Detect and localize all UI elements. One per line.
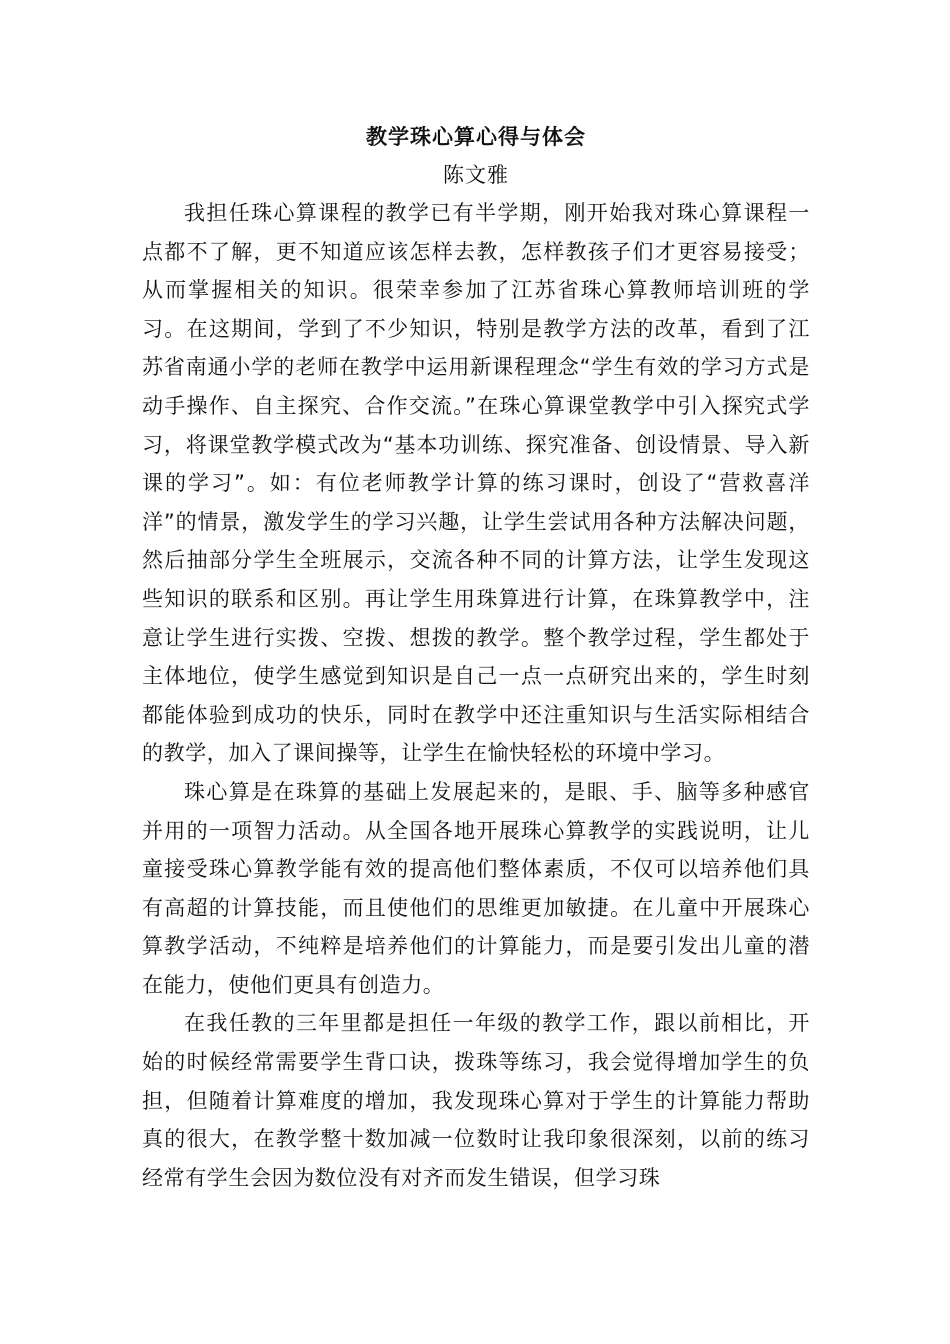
document-author: 陈文雅 xyxy=(443,163,509,187)
document-body xyxy=(142,118,810,1197)
paragraph-3: 在我任教的三年里都是担任一年级的教学工作，跟以前相比，开始的时候经常需要学生背口诀，拨珠等练习，我会觉得增加学生的负担，但随着计算难度的增加，我发现珠心算对于学生的计算能力帮助真的很大，在教学整十数加减一位数时让我印象很深刻，以前的练习经常有学生会因为数位没有对齐而发生错误，但学习珠 xyxy=(142,1011,810,1190)
document-title: 教学珠心算心得与体会 xyxy=(366,125,586,149)
paragraph-2: 珠心算是在珠算的基础上发展起来的，是眼、手、脑等多种感官并用的一项智力活动。从全国各地开展珠心算教学的实践说明，让儿童接受珠心算教学能有效的提高他们整体素质，不仅可以培养他们具有高超的计算技能，而且使他们的思维更加敏捷。在儿童中开展珠心算教学活动，不纯粹是培养他们的计算能力，而是要引发出儿童的潜在能力，使他们更具有创造力。 xyxy=(142,779,810,997)
paragraph-1: 我担任珠心算课程的教学已有半学期，刚开始我对珠心算课程一点都不了解，更不知道应该怎样去教，怎样教孩子们才更容易接受；从而掌握相关的知识。很荣幸参加了江苏省珠心算教师培训班的学习。在这期间，学到了不少知识，特别是教学方法的改革，看到了江苏省南通小学的老师在教学中运用新课程理念“学生有效的学习方式是动手操作、自主探究、合作交流。”在珠心算课堂教学中引入探究式学习，将课堂教学模式改为“基本功训练、探究准备、创设情景、导入新课的学习”。如：有位老师教学计算的练习课时，创设了“营救喜洋洋”的情景，激发学生的学习兴趣，让学生尝试用各种方法解决问题，然后抽部分学生全班展示，交流各种不同的计算方法，让学生发现这些知识的联系和区别。再让学生用珠算进行计算，在珠算教学中，注意让学生进行实拨、空拨、想拨的教学。整个教学过程，学生都处于主体地位，使学生感觉到知识是自己一点一点研究出来的，学生时刻都能体验到成功的快乐，同时在教学中还注重知识与生活实际相结合的教学，加入了课间操等，让学生在愉快轻松的环境中学习。 xyxy=(142,201,810,766)
